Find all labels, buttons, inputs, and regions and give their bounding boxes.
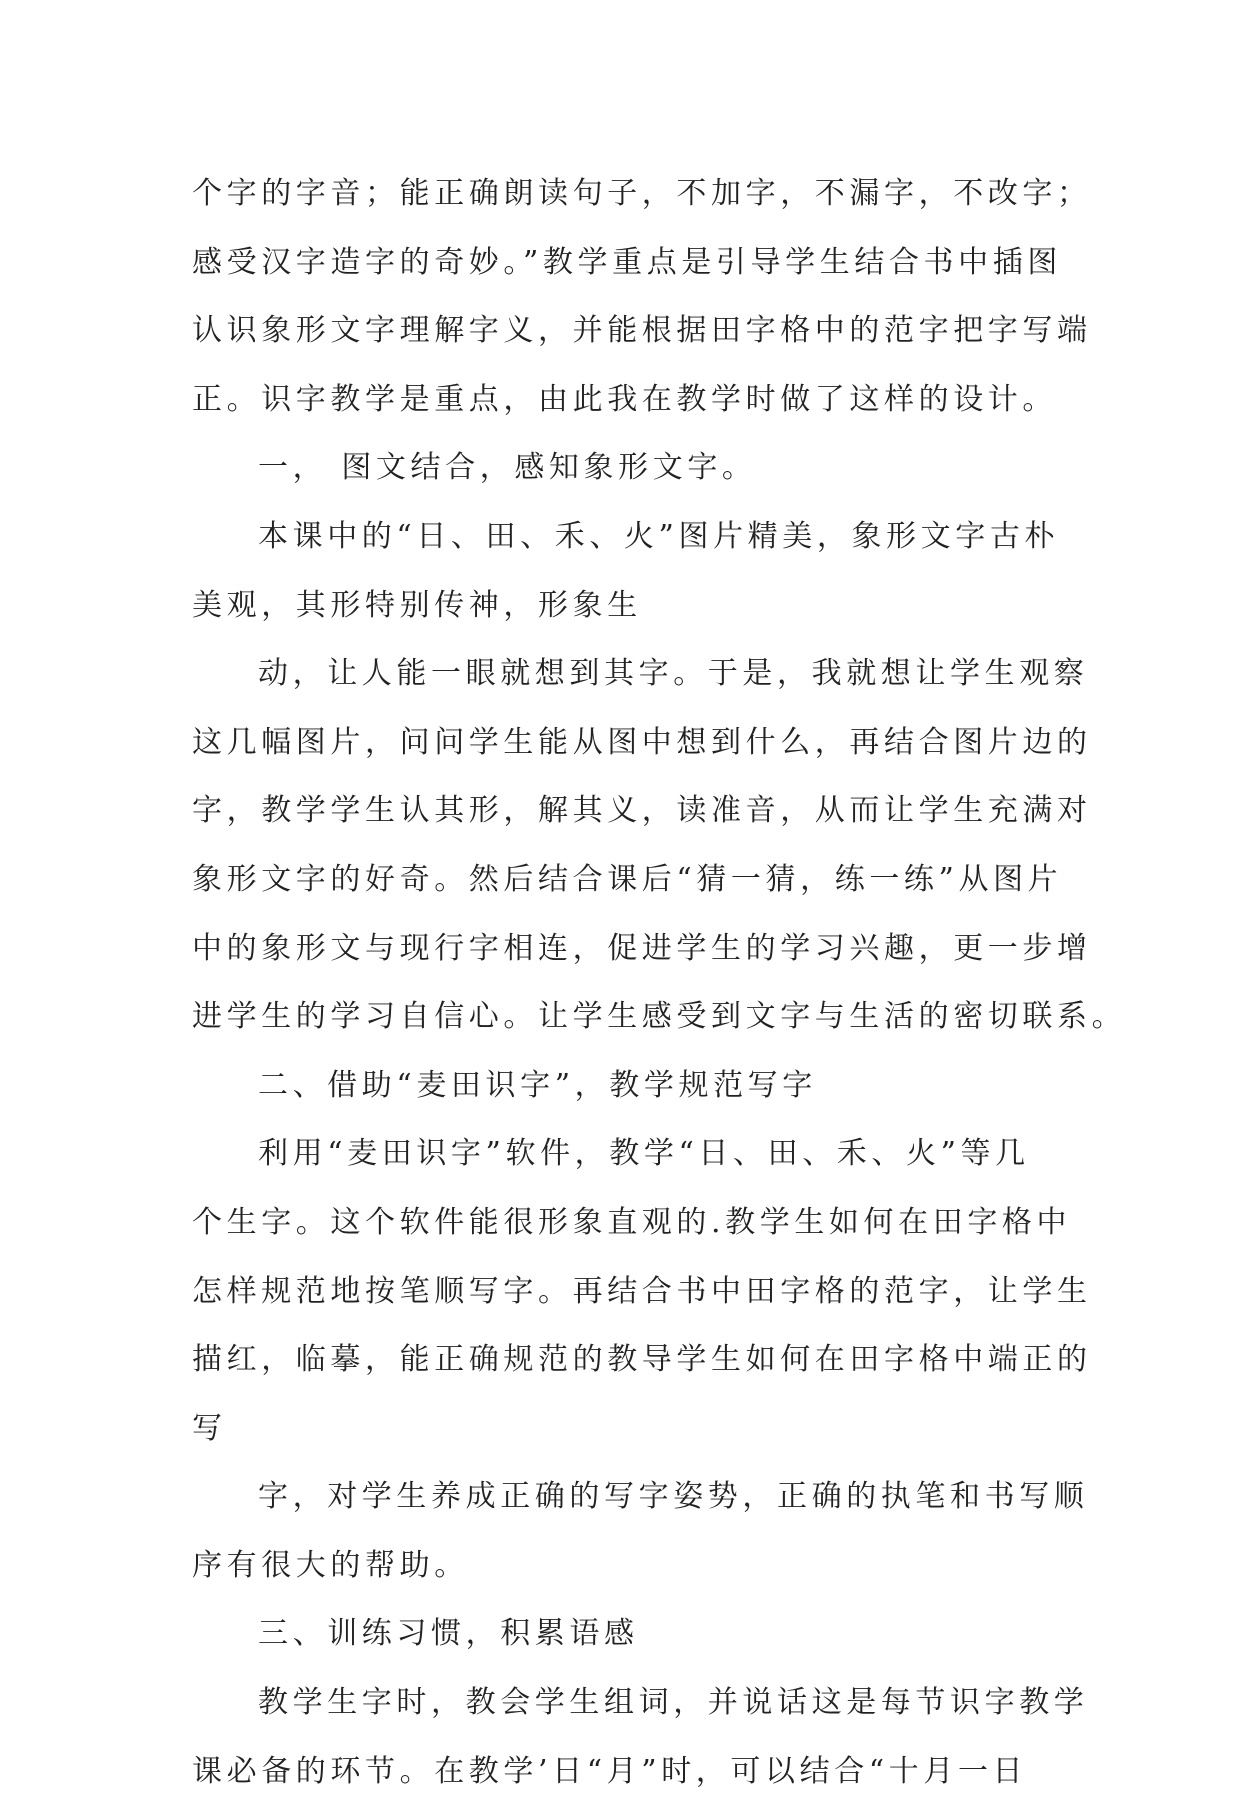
text-line: 利用“麦田识字”软件，教学“日、田、禾、火”等几 (258, 1136, 1030, 1172)
text-line: 这几幅图片，问问学生能从图中想到什么，再结合图片边的 (192, 724, 1092, 760)
text-line: 课必备的环节。在教学’日“月”时，可以结合“十月一日 (192, 1753, 1028, 1789)
text-line: 美观，其形特别传神，形象生 (192, 587, 642, 623)
text-line: 描红，临摹，能正确规范的教导学生如何在田字格中端正的 (192, 1342, 1092, 1378)
text-line: 动，让人能一眼就想到其字。于是，我就想让学生观察 (258, 656, 1089, 692)
text-line: 个字的字音；能正确朗读句子，不加字，不漏字，不改字； (192, 176, 1092, 211)
text-line: 中的象形文与现行字相连，促进学生的学习兴趣，更一步增 (192, 930, 1092, 966)
text-line: 象形文字的好奇。然后结合课后“猜一猜，练一练”从图片 (192, 861, 1063, 897)
text-line: 序有很大的帮助。 (192, 1547, 469, 1583)
text-line: 个生字。这个软件能很形象直观的.教学生如何在田字格中 (192, 1204, 1072, 1240)
text-line: 正。识字教学是重点，由此我在教学时做了这样的设计。 (192, 381, 1057, 417)
text-line: 本课中的“日、田、禾、火”图片精美，象形文字古朴 (258, 518, 1060, 554)
text-line: 写 (192, 1410, 227, 1446)
text-line: 感受汉字造字的奇妙。”教学重点是引导学生结合书中插图 (192, 244, 1062, 280)
text-line: 字，教学学生认其形，解其义，读准音，从而让学生充满对 (192, 793, 1092, 829)
body-text (192, 160, 1127, 1806)
text-line: 教学生字时，教会学生组词，并说话这是每节识字教学 (258, 1685, 1089, 1721)
text-line: 一， 图文结合，感知象形文字。 (258, 450, 757, 486)
text-line: 怎样规范地按笔顺写字。再结合书中田字格的范字，让学生 (192, 1273, 1092, 1309)
text-line: 三、训练习惯，积累语感 (258, 1616, 639, 1652)
text-line: 字，对学生养成正确的写字姿势，正确的执笔和书写顺 (258, 1479, 1089, 1515)
text-line: 二、借助“麦田识字”，教学规范写字 (258, 1067, 817, 1103)
text-line: 认识象形文字理解字义，并能根据田字格中的范字把字写端 (192, 313, 1092, 349)
text-line: 进学生的学习自信心。让学生感受到文字与生活的密切联系。 (192, 999, 1127, 1035)
